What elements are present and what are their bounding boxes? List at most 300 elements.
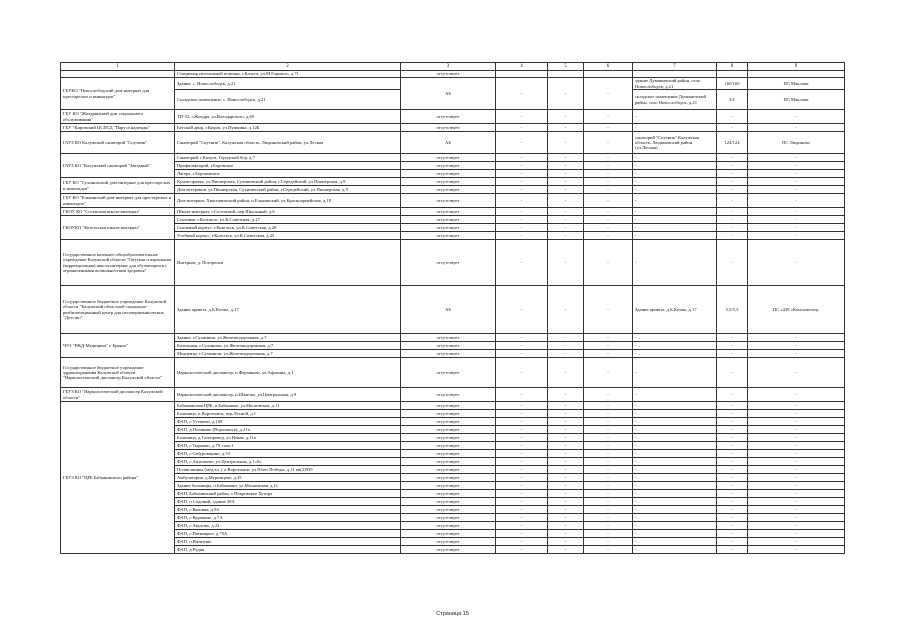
power-source-cell: отсутствует — [401, 154, 496, 162]
object-address-cell: Профилакторий, г.Боровское — [175, 162, 401, 170]
table-cell: - — [496, 334, 548, 342]
table-cell: - — [584, 194, 633, 208]
table-cell: - — [584, 482, 633, 490]
table-cell: - — [496, 178, 548, 186]
organization-cell: ГБУ "Кировский ЦСПСД "Паруса надежды" — [61, 124, 175, 132]
power-source-cell: отсутствует — [401, 530, 496, 538]
power-source-cell: АБ — [401, 132, 496, 154]
power-source-cell: отсутствует — [401, 350, 496, 358]
power-source-cell: отсутствует — [401, 232, 496, 240]
table-cell: - — [584, 506, 633, 514]
substation-cell: - — [748, 410, 845, 418]
location-cell: - — [633, 538, 717, 546]
table-cell: - — [548, 224, 584, 232]
table-row — [61, 110, 845, 124]
table-cell: - — [548, 426, 584, 434]
object-address-cell: Лагерь, г.Бороковское — [175, 170, 401, 178]
object-address-cell: Больница, д.Газопровод, ул.Новая, д.11а — [175, 434, 401, 442]
object-address-cell: Поликлиника (мед.кл.), п.Воротынск, ул.50лет Победы, д.11 кв(2)939 — [175, 466, 401, 474]
capacity-cell: - — [717, 162, 748, 170]
location-cell: - — [633, 466, 717, 474]
table-cell: - — [496, 110, 548, 124]
table-row — [61, 178, 845, 186]
table-cell: - — [548, 546, 584, 554]
power-source-cell: отсутствует — [401, 506, 496, 514]
location-cell: - — [633, 402, 717, 410]
organization-cell: ГБУЗ КО "Наркологический диспансер Калужской области" — [61, 388, 175, 402]
table-cell: - — [584, 132, 633, 154]
table-cell: - — [496, 342, 548, 350]
capacity-cell: - — [717, 426, 748, 434]
location-cell: - — [633, 232, 717, 240]
organization-cell: Государственное казенное общеобразовательное учреждение Калужской области "Опуская специальная (коррекционная) школа-интернат для обучающихся с ограниченными возможностями здоровья" — [61, 240, 175, 286]
table-cell: - — [584, 286, 633, 334]
table-cell: - — [584, 402, 633, 410]
table-row — [61, 216, 845, 224]
table-cell: - — [496, 402, 548, 410]
organization-cell: ГАУЗ КО "Калужский санаторий "Звездный" — [61, 154, 175, 178]
substation-cell: - — [748, 388, 845, 402]
table-cell: - — [548, 538, 584, 546]
location-cell — [633, 71, 717, 78]
substation-cell: - — [748, 450, 845, 458]
power-source-cell: отсутствует — [401, 224, 496, 232]
table-row — [61, 442, 845, 450]
table-cell: - — [584, 458, 633, 466]
table-row — [61, 286, 845, 334]
substation-cell: - — [748, 418, 845, 426]
table-row — [61, 498, 845, 506]
table-row — [61, 71, 845, 78]
substation-cell: - — [748, 434, 845, 442]
table-cell: - — [584, 240, 633, 286]
table-row — [61, 402, 845, 410]
table-row — [61, 194, 845, 208]
table-cell: - — [584, 358, 633, 388]
capacity-cell: - — [717, 170, 748, 178]
capacity-cell: - — [717, 342, 748, 350]
table-row — [61, 124, 845, 132]
capacity-cell: - — [717, 208, 748, 216]
table-cell: - — [548, 216, 584, 224]
table-cell: - — [548, 418, 584, 426]
table-row — [61, 474, 845, 482]
capacity-cell: - — [717, 506, 748, 514]
table-cell: - — [548, 358, 584, 388]
object-address-cell: Бабынинская ЦРБ, п.Бабынино, ул.Московская, д.11 — [175, 402, 401, 410]
power-source-cell: отсутствует — [401, 186, 496, 194]
table-row — [61, 334, 845, 342]
table-cell: - — [584, 490, 633, 498]
power-source-cell: отсутствует — [401, 498, 496, 506]
table-cell: - — [584, 546, 633, 554]
table-cell: - — [584, 434, 633, 442]
substation-cell: - — [748, 522, 845, 530]
power-source-cell: отсутствует — [401, 388, 496, 402]
power-source-cell: отсутствует — [401, 418, 496, 426]
table-row — [61, 224, 845, 232]
capacity-cell: - — [717, 358, 748, 388]
object-address-cell: Наркологический диспансер, п.Шамово, ул.Центральная, д.9 — [175, 388, 401, 402]
table-cell: - — [548, 474, 584, 482]
location-cell: - — [633, 482, 717, 490]
capacity-cell: - — [717, 530, 748, 538]
table-cell: - — [496, 358, 548, 388]
capacity-cell: - — [717, 482, 748, 490]
table-cell: - — [548, 342, 584, 350]
location-cell: - — [633, 474, 717, 482]
table-row — [61, 418, 845, 426]
power-source-cell: отсутствует — [401, 334, 496, 342]
location-cell: - — [633, 522, 717, 530]
table-cell: - — [496, 286, 548, 334]
power-source-cell: отсутствует — [401, 358, 496, 388]
table-cell — [548, 71, 584, 78]
table-cell: - — [548, 458, 584, 466]
location-cell: - — [633, 426, 717, 434]
power-source-cell: отсутствует — [401, 71, 496, 78]
table-cell: - — [496, 232, 548, 240]
substation-cell: - — [748, 514, 845, 522]
power-source-cell: отсутствует — [401, 442, 496, 450]
table-cell: - — [548, 466, 584, 474]
location-cell: - — [633, 178, 717, 186]
power-source-cell: отсутствует — [401, 522, 496, 530]
table-row — [61, 458, 845, 466]
substation-cell: - — [748, 170, 845, 178]
location-cell: здание Думиничский район, село Новослободск, д.21 — [633, 78, 717, 90]
object-address-cell: ФАП, с.Акулово, д.22 — [175, 522, 401, 530]
table-row — [61, 350, 845, 358]
location-cell: - — [633, 418, 717, 426]
table-row — [61, 538, 845, 546]
substation-cell: - — [748, 186, 845, 194]
table-row — [61, 170, 845, 178]
table-cell: - — [584, 216, 633, 224]
capacity-cell: - — [717, 224, 748, 232]
power-source-cell: отсутствует — [401, 474, 496, 482]
substation-cell: - — [748, 216, 845, 224]
table-cell: - — [584, 110, 633, 124]
table-row — [61, 450, 845, 458]
capacity-cell: - — [717, 514, 748, 522]
table-cell: - — [584, 124, 633, 132]
table-row — [61, 342, 845, 350]
location-cell: - — [633, 458, 717, 466]
object-address-cell: Спальный корпус, г.Козельск, ул.К.Советская, д.28 — [175, 224, 401, 232]
table-cell: - — [496, 522, 548, 530]
capacity-cell: - — [717, 402, 748, 410]
object-address-cell: Санаторий "Спутник", Калужская область, Людиновский район, ул.Лесная — [175, 132, 401, 154]
object-address-cell: ФАП, Бабынинский район, с.Покровское Хутора — [175, 490, 401, 498]
power-source-cell: АБ — [401, 78, 496, 110]
table-cell: - — [584, 538, 633, 546]
power-source-cell: отсутствует — [401, 546, 496, 554]
location-cell: - — [633, 224, 717, 232]
power-source-cell: отсутствует — [401, 514, 496, 522]
object-address-cell: Дом ветеранов, ул.Пионерская, Сухиничский район, г.Середейский, ул.Пионерская, д.9 — [175, 186, 401, 194]
table-cell: - — [584, 474, 633, 482]
location-cell: - — [633, 388, 717, 402]
table-cell: - — [496, 194, 548, 208]
table-cell: - — [496, 498, 548, 506]
capacity-cell: - — [717, 154, 748, 162]
table-cell: - — [548, 124, 584, 132]
power-source-cell: отсутствует — [401, 240, 496, 286]
table-cell: - — [496, 410, 548, 418]
capacity-cell: - — [717, 418, 748, 426]
table-cell — [584, 71, 633, 78]
table-cell: - — [584, 78, 633, 110]
table-cell: - — [496, 208, 548, 216]
table-cell: - — [548, 434, 584, 442]
table-cell: - — [548, 208, 584, 216]
object-address-cell: Медцентр, г.Сухиничи, ул.Железнодорожная, д.7 — [175, 350, 401, 358]
table-cell: - — [584, 232, 633, 240]
power-source-cell: отсутствует — [401, 162, 496, 170]
substation-cell: - — [748, 474, 845, 482]
table-cell: - — [496, 546, 548, 554]
substation-cell: - — [748, 162, 845, 170]
table-cell: - — [496, 388, 548, 402]
header-cell: 5 — [548, 63, 584, 71]
table-cell: - — [548, 530, 584, 538]
capacity-cell: 3/1 — [717, 90, 748, 110]
capacity-cell: - — [717, 522, 748, 530]
capacity-cell: - — [717, 178, 748, 186]
table-cell: - — [496, 216, 548, 224]
table-body — [61, 63, 845, 554]
capacity-cell: 124/124 — [717, 132, 748, 154]
power-source-cell: отсутствует — [401, 402, 496, 410]
location-cell: - — [633, 334, 717, 342]
power-source-cell: отсутствует — [401, 410, 496, 418]
capacity-cell: - — [717, 442, 748, 450]
table-cell: - — [548, 178, 584, 186]
table-cell: - — [496, 530, 548, 538]
table-row — [61, 388, 845, 402]
power-source-cell: АБ — [401, 286, 496, 334]
location-cell: - — [633, 162, 717, 170]
power-source-cell: отсутствует — [401, 450, 496, 458]
table-cell: - — [496, 426, 548, 434]
organization-cell: ГАУЗ КО Калужский санаторий "Спутник" — [61, 132, 175, 154]
object-address-cell: ТП-52, г.Жиздра, ул.Володарского, д.69 — [175, 110, 401, 124]
organization-cell: ГБУ КО "Ельнинский дом-интернат для престарелых и инвалидов" — [61, 194, 175, 208]
header-cell: 7 — [633, 63, 717, 71]
location-cell: - — [633, 450, 717, 458]
table-cell: - — [496, 490, 548, 498]
power-source-cell: отсутствует — [401, 170, 496, 178]
substation-cell — [748, 71, 845, 78]
substation-cell: - — [748, 458, 845, 466]
power-source-cell: отсутствует — [401, 458, 496, 466]
capacity-cell: - — [717, 474, 748, 482]
location-cell: - — [633, 342, 717, 350]
table-cell: - — [496, 350, 548, 358]
object-address-cell: Интернат, д. Погорелки — [175, 240, 401, 286]
substation-cell: - — [748, 110, 845, 124]
table-cell: - — [548, 410, 584, 418]
location-cell: - — [633, 124, 717, 132]
table-cell: - — [584, 388, 633, 402]
table-cell: - — [496, 240, 548, 286]
object-address-cell: ФАП, с.Пятницкое, д.75А — [175, 530, 401, 538]
organization-cell: ГКОУ КО "Сосенская школа-интернат" — [61, 208, 175, 216]
table-cell: - — [496, 418, 548, 426]
header-cell: 9 — [748, 63, 845, 71]
organization-cell: ГБУ КО "Сухиничский дом-интернат для престарелых и инвалидов" — [61, 178, 175, 194]
capacity-cell: - — [717, 334, 748, 342]
organization-cell: ГКОУКО "Козельская школа-интернат" — [61, 216, 175, 240]
location-cell: - — [633, 154, 717, 162]
capacity-cell: 160/160 — [717, 78, 748, 90]
object-address-cell: Здание больницы, п.Бабынино, ул.Московская, д.11 — [175, 482, 401, 490]
table-row — [61, 78, 845, 90]
location-cell: - — [633, 498, 717, 506]
capacity-cell: - — [717, 388, 748, 402]
capacity-cell: - — [717, 538, 748, 546]
substation-cell: - — [748, 232, 845, 240]
object-address-cell: Складское помещение, с. Новослободск, д.21 — [175, 90, 401, 110]
table-cell: - — [496, 466, 548, 474]
power-source-cell: отсутствует — [401, 178, 496, 186]
substation-cell: - — [748, 530, 845, 538]
table-row — [61, 482, 845, 490]
power-source-cell: отсутствует — [401, 538, 496, 546]
substation-cell: - — [748, 538, 845, 546]
substation-cell: - — [748, 342, 845, 350]
substation-cell: - — [748, 194, 845, 208]
table-cell: - — [548, 162, 584, 170]
power-source-cell: отсутствует — [401, 342, 496, 350]
location-cell: - — [633, 514, 717, 522]
capacity-cell: - — [717, 350, 748, 358]
location-cell: - — [633, 216, 717, 224]
table-cell: - — [548, 240, 584, 286]
substation-cell: - — [748, 358, 845, 388]
table-cell: - — [496, 506, 548, 514]
organization-cell: ЧУЗ "РЖД-Медицина" г. Брянск" — [61, 334, 175, 358]
table-cell: - — [584, 178, 633, 186]
substation-cell: - — [748, 466, 845, 474]
table-cell: - — [548, 170, 584, 178]
header-cell: 6 — [584, 63, 633, 71]
capacity-cell: - — [717, 216, 748, 224]
table-row — [61, 358, 845, 388]
capacity-cell: - — [717, 232, 748, 240]
table-cell: - — [584, 342, 633, 350]
object-address-cell: Здание, с. Новослободск, д.21 — [175, 78, 401, 90]
capacity-cell: - — [717, 466, 748, 474]
object-address-cell: ФАП, с.Антопьево, ул.Центральная, д.1«б» — [175, 458, 401, 466]
substation-cell: - — [748, 490, 845, 498]
substation-cell: ПС Маклаки — [748, 78, 845, 90]
header-row — [61, 63, 845, 71]
table-cell: - — [548, 450, 584, 458]
capacity-cell: - — [717, 498, 748, 506]
location-cell: санаторий "Спутник" Калужская область, Людиновский район (ул.Лесная) — [633, 132, 717, 154]
organization-cell — [61, 71, 175, 78]
table-cell: - — [496, 474, 548, 482]
capacity-cell: - — [717, 546, 748, 554]
power-source-cell: отсутствует — [401, 110, 496, 124]
table-cell: - — [584, 162, 633, 170]
table-cell: - — [548, 154, 584, 162]
capacity-cell: - — [717, 458, 748, 466]
substation-cell: - — [748, 208, 845, 216]
location-cell: - — [633, 490, 717, 498]
table-cell: - — [496, 538, 548, 546]
table-cell: - — [548, 522, 584, 530]
power-source-cell: отсутствует — [401, 466, 496, 474]
object-address-cell: Кухня-прачка, ул.Пионерская, Сухиничский район, г.Середейский, ул.Пионерская, д.9 — [175, 178, 401, 186]
table-cell: - — [496, 458, 548, 466]
location-cell: - — [633, 358, 717, 388]
location-cell: Здание приюта, д.Б.Козлы, д.17 — [633, 286, 717, 334]
location-cell: - — [633, 546, 717, 554]
power-source-cell: отсутствует — [401, 124, 496, 132]
table-cell: - — [584, 208, 633, 216]
capacity-cell: 5,5/5,5 — [717, 286, 748, 334]
table-cell: - — [584, 170, 633, 178]
object-address-cell: Наркологический диспансер, п.Ферзиково, ул.Афонина, д.1 — [175, 358, 401, 388]
substation-cell: - — [748, 178, 845, 186]
table-row — [61, 506, 845, 514]
object-address-cell: Дом-интернат, Хвастовичский район, п.Ельнинский, ул.Красноармейская, д.18 — [175, 194, 401, 208]
location-cell: складское помещение Думиничский район, село Новослободск, д.21 — [633, 90, 717, 110]
object-address-cell: Стационар неотложной помощи, г.Калуга, ул.М.Горького, д.71 — [175, 71, 401, 78]
location-cell: - — [633, 434, 717, 442]
object-address-cell: Здание, г.Сухиничи, ул.Железнодорожная, д.7 — [175, 334, 401, 342]
table-cell: - — [584, 514, 633, 522]
table-cell: - — [548, 482, 584, 490]
table-row — [61, 232, 845, 240]
table-cell: - — [584, 154, 633, 162]
location-cell: - — [633, 442, 717, 450]
power-source-cell: отсутствует — [401, 216, 496, 224]
table-row — [61, 410, 845, 418]
object-address-cell: Здание приюта, д.Б.Козлы, д.17 — [175, 286, 401, 334]
object-address-cell: ФАП, д.Поляково (Воротынск), д.21а — [175, 426, 401, 434]
table-cell: - — [584, 442, 633, 450]
table-row — [61, 514, 845, 522]
table-cell: - — [496, 224, 548, 232]
table-cell: - — [548, 498, 584, 506]
table-cell: - — [584, 350, 633, 358]
object-address-cell: Столовая, г.Козельск, ул.К.Советская, д.27 — [175, 216, 401, 224]
capacity-cell: - — [717, 450, 748, 458]
table-cell: - — [496, 132, 548, 154]
object-address-cell: Санаторий, г.Калуга, Городской бор, д.7 — [175, 154, 401, 162]
table-cell: - — [548, 232, 584, 240]
table-cell: - — [496, 78, 548, 110]
header-cell: 4 — [496, 63, 548, 71]
object-address-cell: ФАП, д.Рудня — [175, 546, 401, 554]
table-cell: - — [548, 442, 584, 450]
table-cell: - — [548, 78, 584, 110]
table-row — [61, 154, 845, 162]
location-cell: - — [633, 410, 717, 418]
table-cell: - — [584, 224, 633, 232]
table-row — [61, 240, 845, 286]
object-address-cell: Больница, п.Воротынск, пер.Лесной, д.1 — [175, 410, 401, 418]
object-address-cell: ФАП, с.Утешево, д.108 — [175, 418, 401, 426]
registry-table — [60, 62, 845, 554]
power-source-cell: отсутствует — [401, 426, 496, 434]
table-cell: - — [584, 498, 633, 506]
table-row — [61, 434, 845, 442]
